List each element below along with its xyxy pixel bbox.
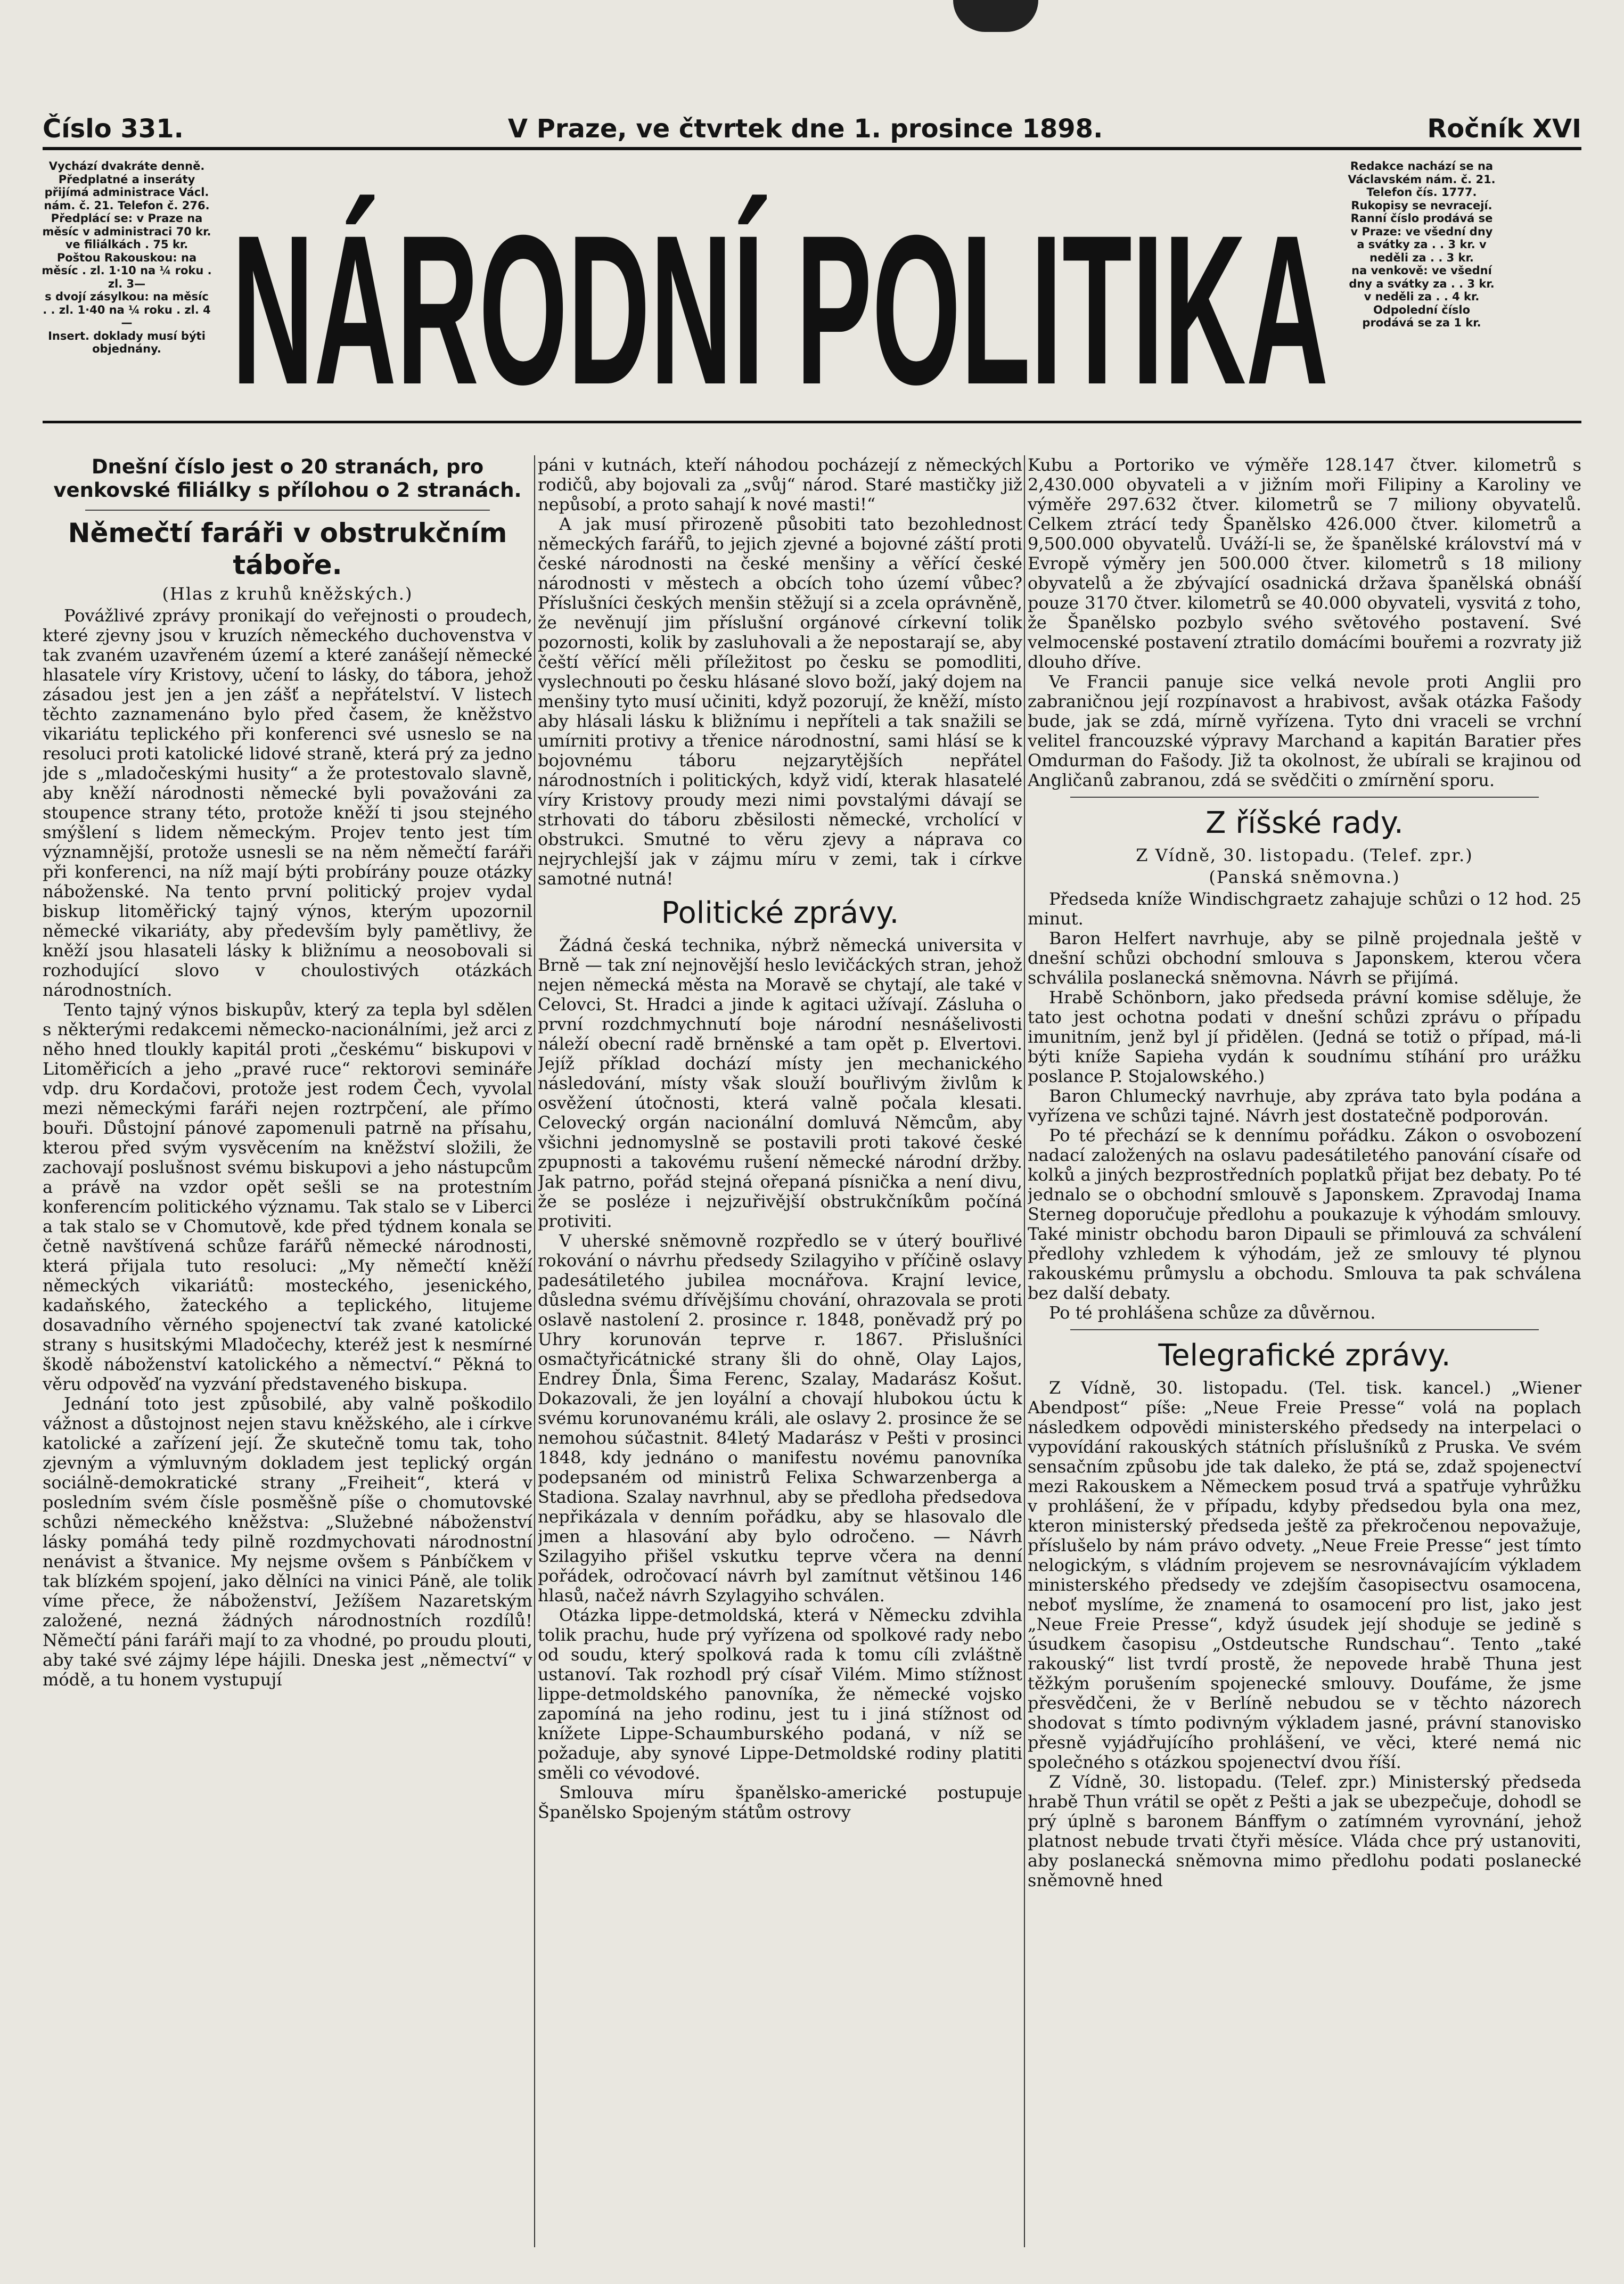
issue-number: Číslo 331. (43, 114, 184, 144)
paragraph: páni v kutnách, kteří náhodou pocházejí z německých rodičů, aby bojovali za „svůj“ národ. Staré mastičky již nepůsobí, a proto sahají k nové masti!“ (538, 455, 1022, 514)
paragraph: Žádná česká technika, nýbrž německá universita v Brně — tak zní nejnovější heslo levičáckých stran, jehož nejen německá města na Moravě se chytají, ale také v Celovci, St. Hradci a jinde k agitaci užívají. Zásluha o první rozdchmychnutí boje národní nesnášelivosti náleží obecní radě brněnské a tam opět p. Elvertovi. Jejíž příklad dochází místy jen mechanického následování, místy však slouží bouřlivým živlům k osvěžení útočnosti, která valně počala klesati. Celovecký orgán nacionální domluvá Němcům, aby všichni jednomyslně se postavili proti takové české zpupnosti a takovému rušení německé národní držby. Jak patrno, pořád stejná ořepaná písnička a není divu, že se posléze i nejzuřivější obstrukčníkům počíná protiviti. (538, 935, 1022, 1231)
article-headline: Němečtí faráři v obstrukčním táboře. (68, 518, 507, 580)
column-3 (1028, 455, 1581, 2247)
info-line: Předplatné a inseráty přijímá administrace Václ. nám. č. 21. Telefon č. 276. (44, 173, 210, 212)
info-line: s dvojí zásylkou: na měsíc . . zl. 1·40 na ¼ roku . zl. 4— (43, 290, 211, 329)
section-heading: Telegrafické zprávy. (1158, 1338, 1451, 1373)
section-heading: Politické zprávy. (661, 896, 899, 930)
paragraph: Po té přechází se k dennímu pořádku. Zákon o osvobození nadací založených na oslavu padesátiletého panování císaře od kolků a jiných bezprostředních poplatků přijat bez debaty. Po té jednalo se o obchodní smlouvě s Japonskem. Zpravodaj Inama Sterneg doporučuje předlohu a poukazuje k výhodám smlouvy. Také ministr obchodu baron Dipauli se přimlouvá za schválení předlohy vzhledem k výhodám, jež ze smlouvy té plynou rakouskému průmyslu a obchodu. Smlouva ta pak schválena bez další debaty. (1028, 1125, 1581, 1303)
column-divider (1024, 455, 1025, 2247)
article-subtitle: (Hlas z kruhů kněžských.) (162, 584, 413, 604)
title-lettering (218, 154, 1342, 410)
paragraph: Baron Chlumecký navrhuje, aby zpráva tato byla podána a vyřízena ve schůzi tajné. Návrh jest dostatečně podporován. (1028, 1086, 1581, 1126)
title-text: NÁRODNÍ POLITIKA (232, 191, 1328, 410)
divider (85, 510, 490, 511)
column-1 (43, 455, 532, 2247)
paragraph: Tento tajný výnos biskupův, který za tepla byl sdělen s některými redakcemi německo-nacionálními, jež arci z něho hned tloukly kapitál proti „českému“ biskupovi v Litoměřicích a jeho „pravé ruce“ rektorovi semináře vdp. dru Kordačovi, protože jest rodem Čech, vyvolal mezi německými faráři nejen roztrpčení, ale přímo bouři. Důstojní pánové zapomenuli patrně na přísahu, kterou před svým vysvěcením na kněžství složili, že zachovají poslušnost svému biskupovi a jeho nástupcům a právě na vzdor opět sešli se na protestním konferencím politického významu. Tak stalo se v Liberci a tak stalo se v Chomutově, kde před týdnem konala se četně navštívená schůze farářů německé národnosti, která přijala tuto resoluci: „My němečtí kněží německých vikariátů: mosteckého, jesenického, kadaňského, žateckého a teplického, litujeme dosavadního věrného spojenectví tak zvané katolické strany s husitskými Mladočechy, kteréž jest k nesmírné škodě náboženství katolického a němectví.“ Pěkná to věru odpověď na vyzvání představeného biskupa. (43, 1000, 532, 1394)
masthead-rule (43, 421, 1581, 423)
info-line: Odpolední číslo prodává se za 1 kr. (1362, 303, 1481, 329)
volume-number: Ročník XVI (1427, 114, 1581, 144)
info-line: Vychází dvakráte denně. (48, 160, 205, 173)
newspaper-title (218, 154, 1342, 410)
divider (1070, 1329, 1539, 1330)
paragraph: Povážlivé zprávy pronikají do veřejnosti o proudech, které zjevny jsou v kruzích německého duchovenstva v tak zvaném uzavřeném území a které zanášejí německé hlasatele víry Kristovy, učení to lásky, do tábora, jehož zásadou jest jen a jen zášť a nepřátelství. V listech těchto zaznamenáno bylo před časem, že kněžstvo vikariátu teplického při konferenci své usneslo se na resoluci proti katolické lidové straně, která prý za jedno jde s „mladočeskými husity“ a že protestovalo slavně, aby kněží národnosti německé byli považováni za stoupence strany této, protože kněží ti jsou stejného smýšlení s lidem německým. Projev tento jest tím významnější, protože usnesli se na něm němečtí faráři při konferenci, na níž mají býti probírány pouze otázky náboženské. Na tento první politický projev vydal biskup litoměřický tajný výnos, kterým upozornil německé vikariáty, aby především byly pamětlivy, že kněží jsou hlasateli lásky k bližnímu a neosobovali si rozhodující slovo v choulostivých otázkách národnostních. (43, 605, 532, 1000)
paragraph: Ve Francii panuje sice velká nevole proti Anglii pro zabraničnou její rozpínavost a hrabivost, avšak otázka Fašody bude, jak se zdá, mírně vyřízena. Tyto dni vraceli se vrchní velitel francouzské výpravy Marchand a kapitán Baratier přes Omdurman do Fašody. Již ta okolnost, že ubírali se krajinou od Angličanů zabranou, zdá se svědčiti o zmírnění sporu. (1028, 672, 1581, 790)
info-line: Předplácí se: v Praze na měsíc v administraci 70 kr. ve filiálkách . 75 kr. (42, 212, 211, 251)
paragraph: A jak musí přirozeně působiti tato bezohlednost německých farářů, to jejich zjevné a bojovné záští proti české národnosti na české menšiny a věřící české národnosti v městech a obcích toho území vůbec? Příslušníci českých menšin stěžují si a zcela oprávněně, že nevěnují jim příslušní orgánové církevní tolik pozornosti, kolik by zasluhovali a že nepostarají se, aby čeští věřící měli příležitost po česku se pomodliti, vyslechnouti po česku hlásané slovo boží, jaký dojem na menšiny tyto musí učiniti, když pozorují, že kněží, místo aby hlásali lásku k bližnímu i nepříteli a tak snažili se umírniti protivy a třenice národnostní, sami hlásí se k bojovnému táboru nejzarytějších nepřátel národnostních i politických, když vidí, kterak hlasatelé víry Kristovy proudy mezi nimi povstalými dávají se strhovati do táboru zběsilosti německé, vrcholící v obstrukci. Smutné to věru zjevy a náprava co nejrychlejší jak v zájmu míru v zemi, tak i církve samotné nutná! (538, 514, 1022, 889)
dateline: Z Vídně, 30. listopadu. (Telef. zpr.) (1136, 845, 1473, 865)
paragraph: Předseda kníže Windischgraetz zahajuje schůzi o 12 hod. 25 minut. (1028, 889, 1581, 929)
info-line: na venkově: ve všední dny a svátky za . . 3 kr. v neděli za . . 4 kr. (1349, 264, 1495, 303)
paragraph: Smlouva míru španělsko-americké postupuje Španělsko Spojeným státům ostrovy (538, 1782, 1022, 1822)
info-line: Poštou Rakouskou: na měsíc . zl. 1·10 na ¼ roku . zl. 3— (42, 251, 212, 290)
editorial-info-box (1347, 160, 1496, 330)
paragraph: Otázka lippe-detmoldská, která v Německu zdvihla tolik prachu, hude prý vyřízena od spolkové rady nebo od soudu, který spolková rada k tomu cíli zvláštně ustanoví. Tak rozhodl prý císař Vilém. Mimo stížnost lippe-detmoldského panovníka, že německé vojsko zapomíná na jeho rodinu, jest tu i jiná stížnost od knížete Lippe-Schaumburského podaná, v níž se požaduje, aby synové Lippe-Detmoldské rodiny platiti směli co vévodové. (538, 1605, 1022, 1783)
paragraph: Po té prohlášena schůze za důvěrnou. (1049, 1303, 1376, 1323)
paragraph: Jednání toto jest způsobilé, aby valně poškodilo vážnost a důstojnost nejen stavu kněžského, ale i církve katolické a zařízení její. Že skutečně tomu tak, toho zjevným a výmluvným dokladem jest teplický orgán sociálně-demokratické strany „Freiheit“, která v posledním svém čísle posměšně píše o chomutovské schůzi německého kněžstva: „Služebné náboženství lásky pomáhá tedy pilně rozdmychovati národnostní nenávist a štvanice. My nejsme ovšem s Pánbíčkem v tak blízkém spojení, jako dělníci na vinici Páně, ale tolik víme přece, že náboženství, Ježíšem Nazaretským založené, nezná žádných národnostních rozdílů! Němečtí páni faráři mají to za vhodné, po proudu plouti, aby také své zájmy lépe hájili. Dneska jest „němectví“ v módě, a tu honem vystupují (43, 1394, 532, 1690)
paragraph: Hrabě Schönborn, jako předseda právní komise sděluje, že tato jest ochotna podati v dnešní schůzi zprávu o případu imunitním, jenž byl jí přidělen. (Jedná se totiž o případ, má-li býti kníže Sapieha vydán k soudnímu stíhání pro urážku poslance P. Stojalowského.) (1028, 987, 1581, 1086)
subscription-info-box (42, 160, 212, 356)
column-divider (534, 455, 535, 2247)
section-heading: Z říšské rady. (1205, 806, 1404, 840)
issue-notice: Dnešní číslo jest o 20 stranách, pro venkovské filiálky s přílohou o 2 stranách. (53, 455, 522, 502)
paragraph: Baron Helfert navrhuje, aby se pilně projednala ještě v dnešní schůzi obchodní smlouva s Japonskem, kterou včera schválila poslanecká sněmovna. Návrh se přijímá. (1028, 928, 1581, 988)
masthead-dateline (43, 111, 1581, 150)
info-line: Redakce nachází se na Václavském nám. č. 21. Telefon čís. 1777. Rukopisy se nevracejí. (1348, 160, 1496, 212)
issue-date: V Praze, ve čtvrtek dne 1. prosince 1898. (507, 114, 1103, 144)
paragraph: Z Vídně, 30. listopadu. (Telef. zpr.) Ministerský předseda hrabě Thun vrátil se opět z Pešti a jak se ubezpečuje, dohodl se prý úplně s baronem Bánffym o zatímném vyrovnání, jehož platnost nebude trvati čtyři měsíce. Vláda chce prý ustanoviti, aby poslanecká sněmovna mimo předlohu podati poslanecké sněmovně hned (1028, 1772, 1581, 1890)
info-line: Insert. doklady musí býti objednány. (48, 329, 206, 355)
paragraph: Z Vídně, 30. listopadu. (Tel. tisk. kancel.) „Wiener Abendpost“ píše: „Neue Freie Presse“ volá na poplach následkem odpovědi ministerského předsedy na interpelaci o vypovídání rakouských státních příslušníků z Pruska. Ve svém sensačním způsobu jde tak daleko, že ptá se, zdaž spojenectví mezi Rakouskem a Německem posud trvá a spatřuje vyhrůžku v prohlášení, že v případu, kdyby předsedou byla ona mez, kteron ministerský předseda ještě za překročenou nepovažuje, příslušelo by nám právo odvety. „Neue Freie Presse“ jest tímto nelogickým, s vládním projevem se nesrovnávajícím výkladem ministerského předsedy ve zdejším časopisectvu osamocena, neboť myslíme, že znamená to osamocení pro list, jako jest „Neue Freie Presse“, když úsudek její shoduje se jedině s úsudkem časopisu „Ostdeutsche Rundschau“. Tento „také rakouský“ list tvrdí prostě, že nepovede hrabě Thuna jest těžkým porušením spojenecké smlouvy. Doufáme, že jsme přesvědčeni, že v Berlíně nebudou se v těchto názorech shodovat s tímto podivným výkladem jasné, právní stanovisko přesně vyjádřujícího prohlášení, ve věci, které nemá nic společného s otázkou spojenectví dvou říší. (1028, 1378, 1581, 1772)
paragraph: Kubu a Portoriko ve výměře 128.147 čtver. kilometrů s 2,430.000 obyvateli a v jižním moři Filipiny a Karoliny ve výměře 297.632 čtver. kilometrů se 7 miliony obyvatelů. Celkem ztrácí tedy Španělsko 426.000 čtver. kilometrů a 9,500.000 obyvatelů. Uváží-li se, že španělské království má v Evropě výměry jen 500.000 čtver. kilometrů s 18 miliony obyvatelů a že zbývající osadnická država španělská obnáší pouze 3170 čtver. kilometrů se 40.000 obyvateli, vysvitá z toho, že Španělsko pozbylo svého světového postavení. Své velmocenské postavení ztratilo domácími bouřemi a rozvraty již dlouho dříve. (1028, 455, 1581, 672)
paragraph: V uherské sněmovně rozpředlo se v úterý bouřlivé rokování o návrhu předsedy Szilagyiho v příčině oslavy padesátiletého jubilea mocnářova. Krajní levice, důsledna svému dřívějšímu chování, ohrazovala se proti oslavě nastolení 2. prosince r. 1848, poněvadž prý po Uhry korunován teprve r. 1867. Přislušníci osmačtyřicátnické strany šli do ohně, Olay Lajos, Endrey Ďnla, Šima Ferenc, Szalay, Madarász Košut. Dokazovali, že jen loyální a chovají hlubokou úctu k svému korunovanému králi, ale oslavy 2. prosince že se nemohou súčastnit. 84letý Madarász v Pešti v prosinci 1848, kdy jednáno o manifestu novému panovníka podepsaném od ministrů Felixa Schwarzenberga a Stadiona. Szalay navrhnul, aby se předloha předsedova nepřikázala v denním pořádku, aby se hlasovalo dle jmen a hlasování aby bylo odročeno. — Návrh Szilagyiho přišel vskutku teprve včera na denní pořádek, odročovací návrh byl zamítnut většinou 146 hlasů, načež návrh Szylagyiho schválen. (538, 1231, 1022, 1606)
info-line: Ranní číslo prodává se v Praze: ve všední dny a svátky za . . 3 kr. v neděli za . . 3 kr. (1350, 212, 1493, 264)
column-2 (538, 455, 1022, 2247)
divider (1070, 797, 1539, 798)
section-subtitle: (Panská sněmovna.) (1209, 867, 1400, 887)
library-stamp (953, 0, 1038, 32)
